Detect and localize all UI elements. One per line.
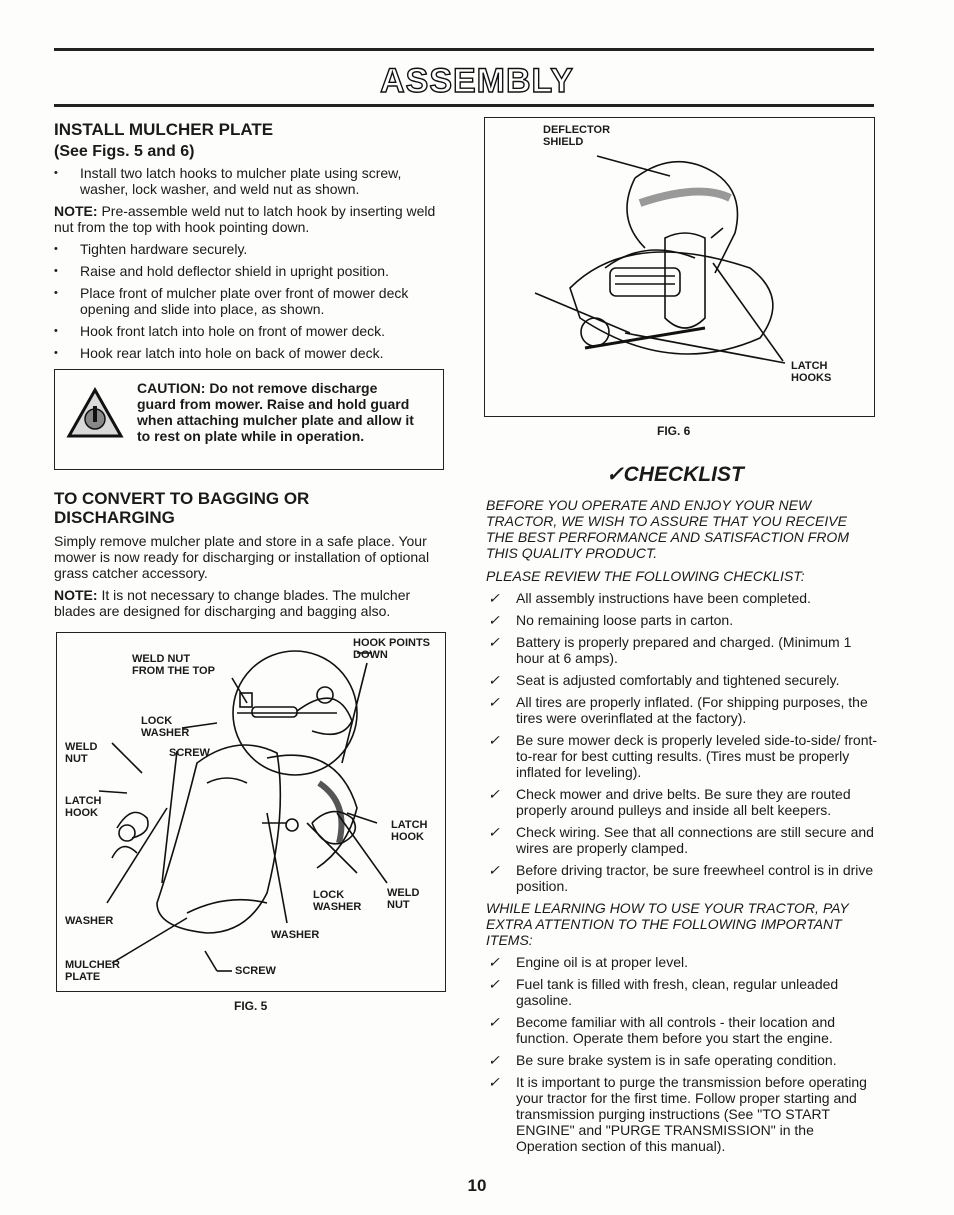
- checklist-section: [486, 462, 878, 1160]
- item-text: Check wiring. See that all connections are still secure and wires are properly clamped.: [516, 824, 874, 856]
- label-deflector: DEFLECTOR SHIELD: [543, 124, 611, 148]
- label-lock-washer-1: LOCK WASHER: [141, 715, 190, 739]
- note-text: Pre-assemble weld nut to latch hook by inserting weld nut from the top with hook pointing down.: [54, 203, 436, 235]
- list-item: • Hook front latch into hole on front of mower deck.: [54, 323, 446, 339]
- checklist-items-2: [486, 954, 878, 1154]
- item-text: Check mower and drive belts. Be sure they are routed properly around pulleys and inside all belt keepers.: [516, 786, 851, 818]
- label-weld-nut-top: WELD NUT FROM THE TOP: [132, 653, 215, 677]
- item-text: Engine oil is at proper level.: [516, 954, 688, 970]
- check-icon: ✓: [488, 976, 500, 992]
- warning-icon: [65, 386, 125, 442]
- note-text: It is not necessary to change blades. The mulcher blades are designed for discharging and bagging also.: [54, 587, 411, 619]
- item-text: Battery is properly prepared and charged. (Minimum 1 hour at 6 amps).: [516, 634, 852, 666]
- item-text: It is important to purge the transmission before operating your tractor for the first time. Follow proper starting and transmission purging instructions (See "TO START ENGINE" and "PURGE TRANSMISSION" in the Operation section of this manual).: [516, 1074, 867, 1154]
- check-icon: ✓: [488, 1014, 500, 1030]
- list-item: • Tighten hardware securely.: [54, 241, 446, 257]
- note-label: NOTE:: [54, 587, 98, 603]
- item-text: Be sure brake system is in safe operating condition.: [516, 1052, 837, 1068]
- checklist-items: [486, 590, 878, 894]
- item-text: No remaining loose parts in carton.: [516, 612, 734, 628]
- label-latch-hook-2: LATCH HOOK: [391, 819, 428, 843]
- list-item: [486, 590, 878, 606]
- list-item: [486, 694, 878, 726]
- install-heading: INSTALL MULCHER PLATE: [54, 120, 274, 139]
- checklist-heading: [606, 462, 878, 487]
- install-steps-list: [54, 241, 446, 361]
- label-weld-nut-2: WELD NUT: [387, 887, 420, 911]
- mulcher-plate-diagram: [57, 633, 445, 991]
- checklist-title: CHECKLIST: [623, 463, 744, 486]
- label-lock-washer-2: LOCK WASHER: [313, 889, 362, 913]
- label-hook-points: HOOK POINTS DOWN: [353, 637, 431, 661]
- convert-note: [54, 587, 446, 619]
- install-subheading: (See Figs. 5 and 6): [54, 143, 195, 160]
- check-icon: ✓: [488, 824, 500, 840]
- item-text: Be sure mower deck is properly leveled side-to-side/ front-to-rear for best cutting results. (Tires must be properly inflated for leveling).: [516, 732, 878, 780]
- check-icon: ✓: [488, 732, 500, 748]
- left-column: [54, 120, 446, 367]
- list-item: [486, 862, 878, 894]
- list-item: • Raise and hold deflector shield in upright position.: [54, 263, 446, 279]
- caution-box: [54, 369, 444, 470]
- install-note: [54, 203, 446, 235]
- check-icon: ✓: [488, 672, 500, 688]
- list-item: [486, 732, 878, 780]
- label-washer-1: WASHER: [65, 915, 114, 927]
- list-item: [486, 1074, 878, 1154]
- title-underline: [54, 104, 874, 107]
- list-item: • Hook rear latch into hole on back of mower deck.: [54, 345, 446, 361]
- check-icon: ✓: [488, 612, 500, 628]
- fig5-frame: [56, 632, 446, 992]
- item-text: All assembly instructions have been completed.: [516, 590, 811, 606]
- page-number: 10: [467, 1176, 487, 1195]
- check-icon: ✓: [488, 786, 500, 802]
- check-icon: ✓: [488, 694, 500, 710]
- label-screw-2: SCREW: [235, 965, 276, 977]
- list-item: [486, 824, 878, 856]
- check-icon: ✓: [488, 1074, 500, 1090]
- install-first-list: [54, 165, 446, 197]
- list-item: [486, 634, 878, 666]
- page-title: ASSEMBLY: [380, 62, 574, 100]
- convert-heading: TO CONVERT TO BAGGING OR DISCHARGING: [54, 489, 310, 527]
- label-washer-2: WASHER: [271, 929, 320, 941]
- check-icon: ✓: [606, 463, 624, 486]
- checklist-please: PLEASE REVIEW THE FOLLOWING CHECKLIST:: [486, 568, 805, 584]
- list-item: [486, 672, 878, 688]
- item-text: Seat is adjusted comfortably and tightened securely.: [516, 672, 840, 688]
- label-weld-nut-1: WELD NUT: [65, 741, 98, 765]
- list-item: [486, 976, 878, 1008]
- item-text: Become familiar with all controls - their location and function. Operate them before you start the engine.: [516, 1014, 836, 1046]
- list-item: • Place front of mulcher plate over front of mower deck opening and slide into place, as shown.: [54, 285, 446, 317]
- label-latch-hook-1: LATCH HOOK: [65, 795, 102, 819]
- list-item: [486, 786, 878, 818]
- list-item: [486, 954, 878, 970]
- list-item: [486, 1014, 878, 1046]
- fig6-caption: FIG. 6: [657, 424, 691, 438]
- fig6-frame: [484, 117, 875, 417]
- list-item: [486, 612, 878, 628]
- check-icon: ✓: [488, 954, 500, 970]
- item-text: Before driving tractor, be sure freewheel control is in drive position.: [516, 862, 874, 894]
- fig5-caption: FIG. 5: [234, 999, 268, 1013]
- label-latch-hooks: LATCH HOOKS: [791, 360, 832, 384]
- check-icon: ✓: [488, 590, 500, 606]
- label-screw-1: SCREW: [169, 747, 210, 759]
- check-icon: ✓: [488, 634, 500, 650]
- item-text: All tires are properly inflated. (For shipping purposes, the tires were overinflated at the factory).: [516, 694, 868, 726]
- check-icon: ✓: [488, 1052, 500, 1068]
- caution-text: CAUTION: Do not remove discharge guard from mower. Raise and hold guard when attaching mulcher plate and allow it to rest on plate while in operation.: [137, 380, 414, 444]
- checklist-intro: BEFORE YOU OPERATE AND ENJOY YOUR NEW TRACTOR, WE WISH TO ASSURE THAT YOU RECEIVE THE BEST PERFORMANCE AND SATISFACTION FROM THIS QUALITY PRODUCT.: [486, 497, 849, 561]
- note-label: NOTE:: [54, 203, 98, 219]
- check-icon: ✓: [488, 862, 500, 878]
- item-text: Fuel tank is filled with fresh, clean, regular unleaded gasoline.: [516, 976, 839, 1008]
- list-item: • Install two latch hooks to mulcher plate using screw, washer, lock washer, and weld nut as shown.: [54, 165, 446, 197]
- list-item: [486, 1052, 878, 1068]
- top-rule: [54, 48, 874, 51]
- convert-para: Simply remove mulcher plate and store in a safe place. Your mower is now ready for discharging or installation of optional grass catcher accessory.: [54, 533, 430, 581]
- convert-section: [54, 489, 446, 619]
- label-mulcher-plate: MULCHER PLATE: [65, 959, 120, 983]
- checklist-while: WHILE LEARNING HOW TO USE YOUR TRACTOR, PAY EXTRA ATTENTION TO THE FOLLOWING IMPORTANT ITEMS:: [486, 900, 849, 948]
